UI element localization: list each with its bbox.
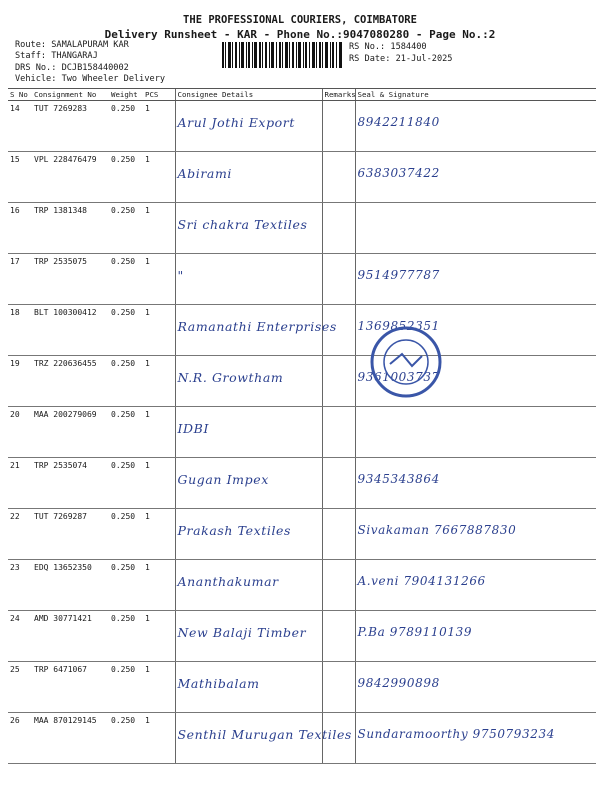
consignment-no-cell: TRP 1381348 — [32, 203, 109, 254]
vehicle-label: Vehicle: Two Wheeler Delivery — [15, 74, 166, 84]
consignment-no-cell: VPL 228476479 — [32, 152, 109, 203]
pcs-cell: 1 — [143, 662, 175, 713]
pcs-cell: 1 — [143, 407, 175, 458]
consignment-no-cell: MAA 200279069 — [32, 407, 109, 458]
s-no-cell: 23 — [8, 560, 32, 611]
consignee-cell: " — [175, 254, 322, 305]
s-no-cell: 19 — [8, 356, 32, 407]
consignment-no-cell: TUT 7269287 — [32, 509, 109, 560]
remarks-cell — [322, 560, 355, 611]
consignment-no-cell: TUT 7269283 — [32, 101, 109, 152]
pcs-cell: 1 — [143, 152, 175, 203]
consignment-no-cell: BLT 100300412 — [32, 305, 109, 356]
consignee-cell: Ananthakumar — [175, 560, 322, 611]
weight-cell: 0.250 — [109, 560, 143, 611]
rs-date: RS Date: 21-Jul-2025 — [349, 54, 453, 64]
weight-cell: 0.250 — [109, 662, 143, 713]
col-consignee: Consignee Details — [175, 89, 322, 101]
seal-signature-cell: 8942211840 — [355, 101, 596, 152]
consignee-cell: IDBI — [175, 407, 322, 458]
seal-signature-cell: 9514977787 — [355, 254, 596, 305]
seal-signature-cell: Sundaramoorthy 9750793234 — [355, 713, 596, 764]
consignee-cell: Gugan Impex — [175, 458, 322, 509]
consignee-cell: Senthil Murugan Textiles — [175, 713, 322, 764]
pcs-cell: 1 — [143, 356, 175, 407]
pcs-cell: 1 — [143, 713, 175, 764]
consignee-cell: Mathibalam — [175, 662, 322, 713]
office-stamp-icon — [368, 324, 444, 400]
consignee-cell: Arul Jothi Export — [175, 101, 322, 152]
table-row — [8, 458, 596, 509]
consignment-no-cell: AMD 30771421 — [32, 611, 109, 662]
weight-cell: 0.250 — [109, 203, 143, 254]
s-no-cell: 21 — [8, 458, 32, 509]
pcs-cell: 1 — [143, 458, 175, 509]
seal-signature-cell: Sivakaman 7667887830 — [355, 509, 596, 560]
remarks-cell — [322, 458, 355, 509]
seal-signature-cell — [355, 203, 596, 254]
seal-signature-cell: A.veni 7904131266 — [355, 560, 596, 611]
remarks-cell — [322, 101, 355, 152]
remarks-cell — [322, 407, 355, 458]
s-no-cell: 18 — [8, 305, 32, 356]
runsheet-subtitle: Delivery Runsheet - KAR - Phone No.:9047080280 - Page No.:2 — [104, 28, 496, 41]
s-no-cell: 24 — [8, 611, 32, 662]
weight-cell: 0.250 — [109, 458, 143, 509]
weight-cell: 0.250 — [109, 356, 143, 407]
weight-cell: 0.250 — [109, 254, 143, 305]
s-no-cell: 17 — [8, 254, 32, 305]
company-title: THE PROFESSIONAL COURIERS, COIMBATORE — [183, 14, 417, 26]
consignment-no-cell: TRP 2535074 — [32, 458, 109, 509]
seal-signature-cell: 6383037422 — [355, 152, 596, 203]
consignee-cell: Ramanathi Enterprises — [175, 305, 322, 356]
consignment-no-cell: TRP 6471067 — [32, 662, 109, 713]
pcs-cell: 1 — [143, 560, 175, 611]
col-sno: S No — [8, 89, 32, 101]
pcs-cell: 1 — [143, 101, 175, 152]
seal-signature-cell: 9345343864 — [355, 458, 596, 509]
consignee-cell: Sri chakra Textiles — [175, 203, 322, 254]
table-row — [8, 611, 596, 662]
remarks-cell — [322, 662, 355, 713]
runsheet-table — [8, 88, 596, 764]
table-row — [8, 152, 596, 203]
table-row — [8, 560, 596, 611]
weight-cell: 0.250 — [109, 407, 143, 458]
col-seal: Seal & Signature — [355, 89, 596, 101]
table-row — [8, 101, 596, 152]
seal-signature-cell: P.Ba 9789110139 — [355, 611, 596, 662]
pcs-cell: 1 — [143, 203, 175, 254]
remarks-cell — [322, 509, 355, 560]
remarks-cell — [322, 152, 355, 203]
seal-signature-cell — [355, 407, 596, 458]
barcode-icon — [222, 42, 342, 68]
remarks-cell — [322, 254, 355, 305]
remarks-cell — [322, 611, 355, 662]
table-row — [8, 713, 596, 764]
s-no-cell: 15 — [8, 152, 32, 203]
table-row — [8, 356, 596, 407]
s-no-cell: 25 — [8, 662, 32, 713]
col-pcs: PCS — [143, 89, 175, 101]
weight-cell: 0.250 — [109, 713, 143, 764]
weight-cell: 0.250 — [109, 509, 143, 560]
seal-signature-cell: 9361003737 — [355, 356, 596, 407]
s-no-cell: 20 — [8, 407, 32, 458]
consignee-cell: New Balaji Timber — [175, 611, 322, 662]
col-remarks: Remarks — [322, 89, 355, 101]
weight-cell: 0.250 — [109, 101, 143, 152]
table-row — [8, 254, 596, 305]
consignee-cell: N.R. Growtham — [175, 356, 322, 407]
table-row — [8, 662, 596, 713]
pcs-cell: 1 — [143, 509, 175, 560]
seal-signature-cell: 1369852351 — [355, 305, 596, 356]
consignee-cell: Abirami — [175, 152, 322, 203]
staff-label: Staff: THANGARAJ — [15, 51, 98, 61]
remarks-cell — [322, 203, 355, 254]
col-consignment: Consignment No — [32, 89, 109, 101]
table-row — [8, 203, 596, 254]
pcs-cell: 1 — [143, 305, 175, 356]
s-no-cell: 22 — [8, 509, 32, 560]
weight-cell: 0.250 — [109, 152, 143, 203]
table-row — [8, 407, 596, 458]
consignment-no-cell: MAA 870129145 — [32, 713, 109, 764]
route-label: Route: SAMALAPURAM KAR — [15, 40, 129, 50]
pcs-cell: 1 — [143, 611, 175, 662]
consignment-no-cell: TRP 2535075 — [32, 254, 109, 305]
consignee-cell: Prakash Textiles — [175, 509, 322, 560]
drs-number: DRS No.: DCJB158440002 — [15, 63, 129, 73]
table-row — [8, 305, 596, 356]
table-row — [8, 509, 596, 560]
consignment-no-cell: EDQ 13652350 — [32, 560, 109, 611]
s-no-cell: 26 — [8, 713, 32, 764]
consignment-no-cell: TRZ 220636455 — [32, 356, 109, 407]
remarks-cell — [322, 356, 355, 407]
s-no-cell: 16 — [8, 203, 32, 254]
rs-number: RS No.: 1584400 — [349, 42, 427, 52]
weight-cell: 0.250 — [109, 611, 143, 662]
pcs-cell: 1 — [143, 254, 175, 305]
s-no-cell: 14 — [8, 101, 32, 152]
col-weight: Weight — [109, 89, 143, 101]
weight-cell: 0.250 — [109, 305, 143, 356]
seal-signature-cell: 9842990898 — [355, 662, 596, 713]
table-header — [8, 89, 596, 101]
